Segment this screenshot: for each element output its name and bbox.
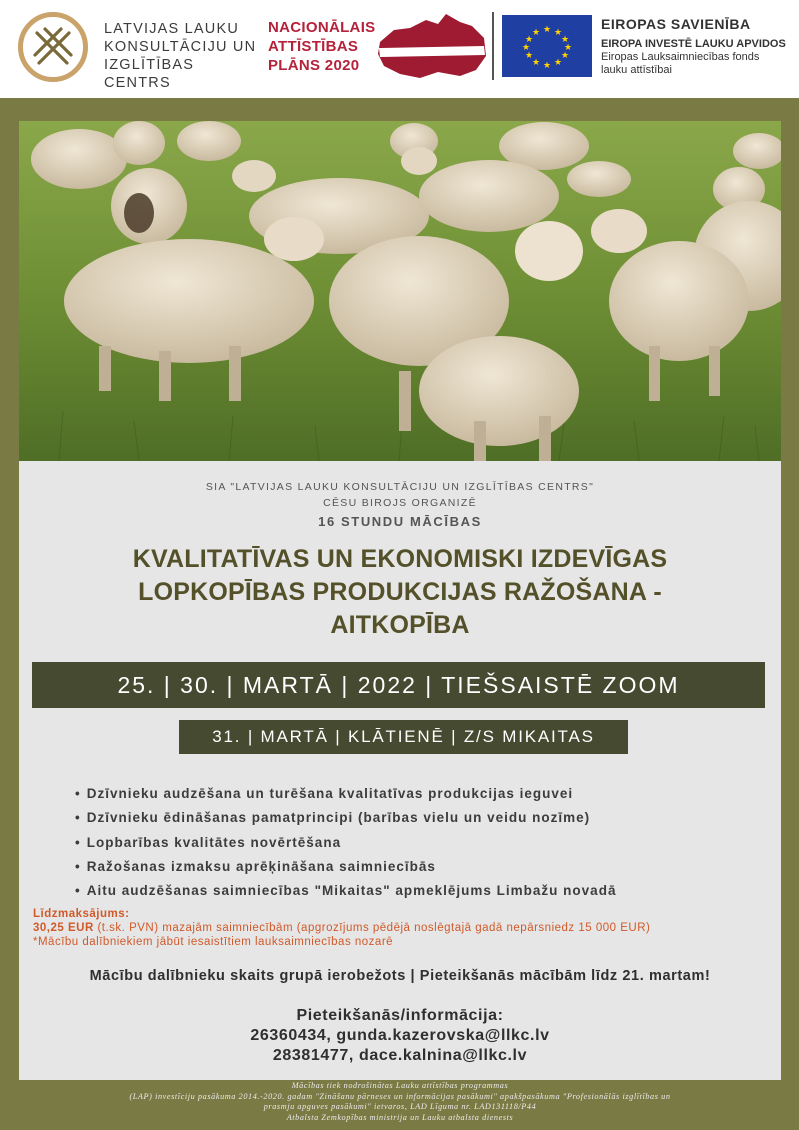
latvia-map-icon bbox=[376, 12, 488, 82]
list-item: • Ražošanas izmaksu aprēķināšana saimniecībās bbox=[75, 855, 616, 879]
eu-title: EIROPAS SAVIENĪBA bbox=[601, 16, 751, 32]
svg-text:★: ★ bbox=[542, 25, 552, 35]
co-payment-info bbox=[33, 907, 773, 949]
course-info-panel bbox=[19, 461, 781, 1080]
svg-text:★: ★ bbox=[560, 51, 570, 61]
onsite-date-banner: 31. | MARTĀ | KLĀTIENĒ | Z/S MIKAITAS bbox=[179, 720, 628, 754]
header-logos bbox=[0, 0, 799, 98]
contact-info bbox=[19, 1006, 781, 1066]
list-item: • Lopbarības kvalitātes novērtēšana bbox=[75, 831, 616, 855]
nap-2020-logo: NACIONĀLAIS ATTĪSTĪBAS PLĀNS 2020 bbox=[268, 19, 376, 74]
price-amount: 30,25 EUR bbox=[33, 922, 94, 934]
sheep-flock-photo bbox=[19, 121, 781, 461]
list-item: • Aitu audzēšanas saimniecības "Mikaitas" apmeklējums Limbažu novadā bbox=[75, 879, 616, 903]
contact-line[interactable]: 28381477, dace.kalnina@llkc.lv bbox=[272, 1047, 528, 1064]
list-item: • Dzīvnieku ēdināšanas pamatprincipi (barības vielu un veidu nozīme) bbox=[75, 806, 616, 830]
llkc-name: LATVIJAS LAUKU KONSULTĀCIJU UN IZGLĪTĪBAS CENTRS bbox=[104, 21, 257, 91]
svg-text:★: ★ bbox=[553, 58, 563, 68]
svg-text:★: ★ bbox=[563, 43, 573, 53]
price-label: Līdzmaksājums: bbox=[33, 908, 130, 920]
wheat-cross-icon bbox=[33, 27, 73, 67]
online-dates-banner: 25. | 30. | MARTĀ | 2022 | TIEŠSAISTĒ ZOOM bbox=[32, 662, 765, 708]
svg-text:★: ★ bbox=[531, 28, 541, 38]
course-title: KVALITATĪVAS UN EKONOMISKI IZDEVĪGAS LOPKOPĪBAS PRODUKCIJAS RAŽOŠANA - AITKOPĪBA bbox=[132, 545, 668, 639]
svg-text:★: ★ bbox=[553, 28, 563, 38]
svg-text:★: ★ bbox=[524, 51, 534, 61]
organizer-line: SIA "LATVIJAS LAUKU KONSULTĀCIJU UN IZGLĪTĪBAS CENTRS" bbox=[205, 481, 595, 493]
price-note: *Mācību dalībniekiem jābūt iesaistītiem lauksaimniecības nozarē bbox=[33, 936, 394, 948]
contact-title: Pieteikšanās/informācija: bbox=[296, 1007, 504, 1024]
svg-text:★: ★ bbox=[524, 35, 534, 45]
svg-text:★: ★ bbox=[531, 58, 541, 68]
course-hours: 16 STUNDU MĀCĪBAS bbox=[318, 514, 482, 529]
funding-footer: Mācības tiek nodrošinātas Lauku attīstības programmas (LAP) investīciju pasākuma 2014.-2020. gadam "Zināšanu pārneses un informācijas pasākumi" apakšpasākuma "Profesionālās izglītības un prasmju apguves pasākumi" ietvaros, LAD Līguma nr. LAD131118/P44 Atbalsta Zemkopības ministrija un Lauku atbalsta dienests bbox=[129, 1081, 671, 1122]
svg-text:★: ★ bbox=[560, 35, 570, 45]
svg-text:★: ★ bbox=[521, 43, 531, 53]
svg-text:★: ★ bbox=[542, 61, 552, 71]
logo-divider bbox=[492, 12, 494, 80]
price-text: (t.sk. PVN) mazajām saimniecībām (apgrozījums pēdējā noslēgtajā gadā nepārsniedz 15 000 EUR) bbox=[93, 922, 651, 934]
eu-flag-icon bbox=[502, 15, 592, 77]
topic-list bbox=[75, 782, 616, 903]
contact-line[interactable]: 26360434, gunda.kazerovska@llkc.lv bbox=[250, 1027, 550, 1044]
list-item: • Dzīvnieku audzēšana un turēšana kvalitatīvas produkcijas ieguvei bbox=[75, 782, 616, 806]
eu-subtitle: EIROPA INVESTĒ LAUKU APVIDOS Eiropas Lauksaimniecības fonds lauku attīstībai bbox=[601, 38, 786, 76]
participant-limit-notice: Mācību dalībnieku skaits grupā ierobežots | Pieteikšanās mācībām līdz 21. martam! bbox=[89, 968, 711, 984]
organizer-office: CĒSU BIROJS ORGANIZĒ bbox=[323, 497, 477, 509]
llkc-logo bbox=[18, 12, 88, 82]
